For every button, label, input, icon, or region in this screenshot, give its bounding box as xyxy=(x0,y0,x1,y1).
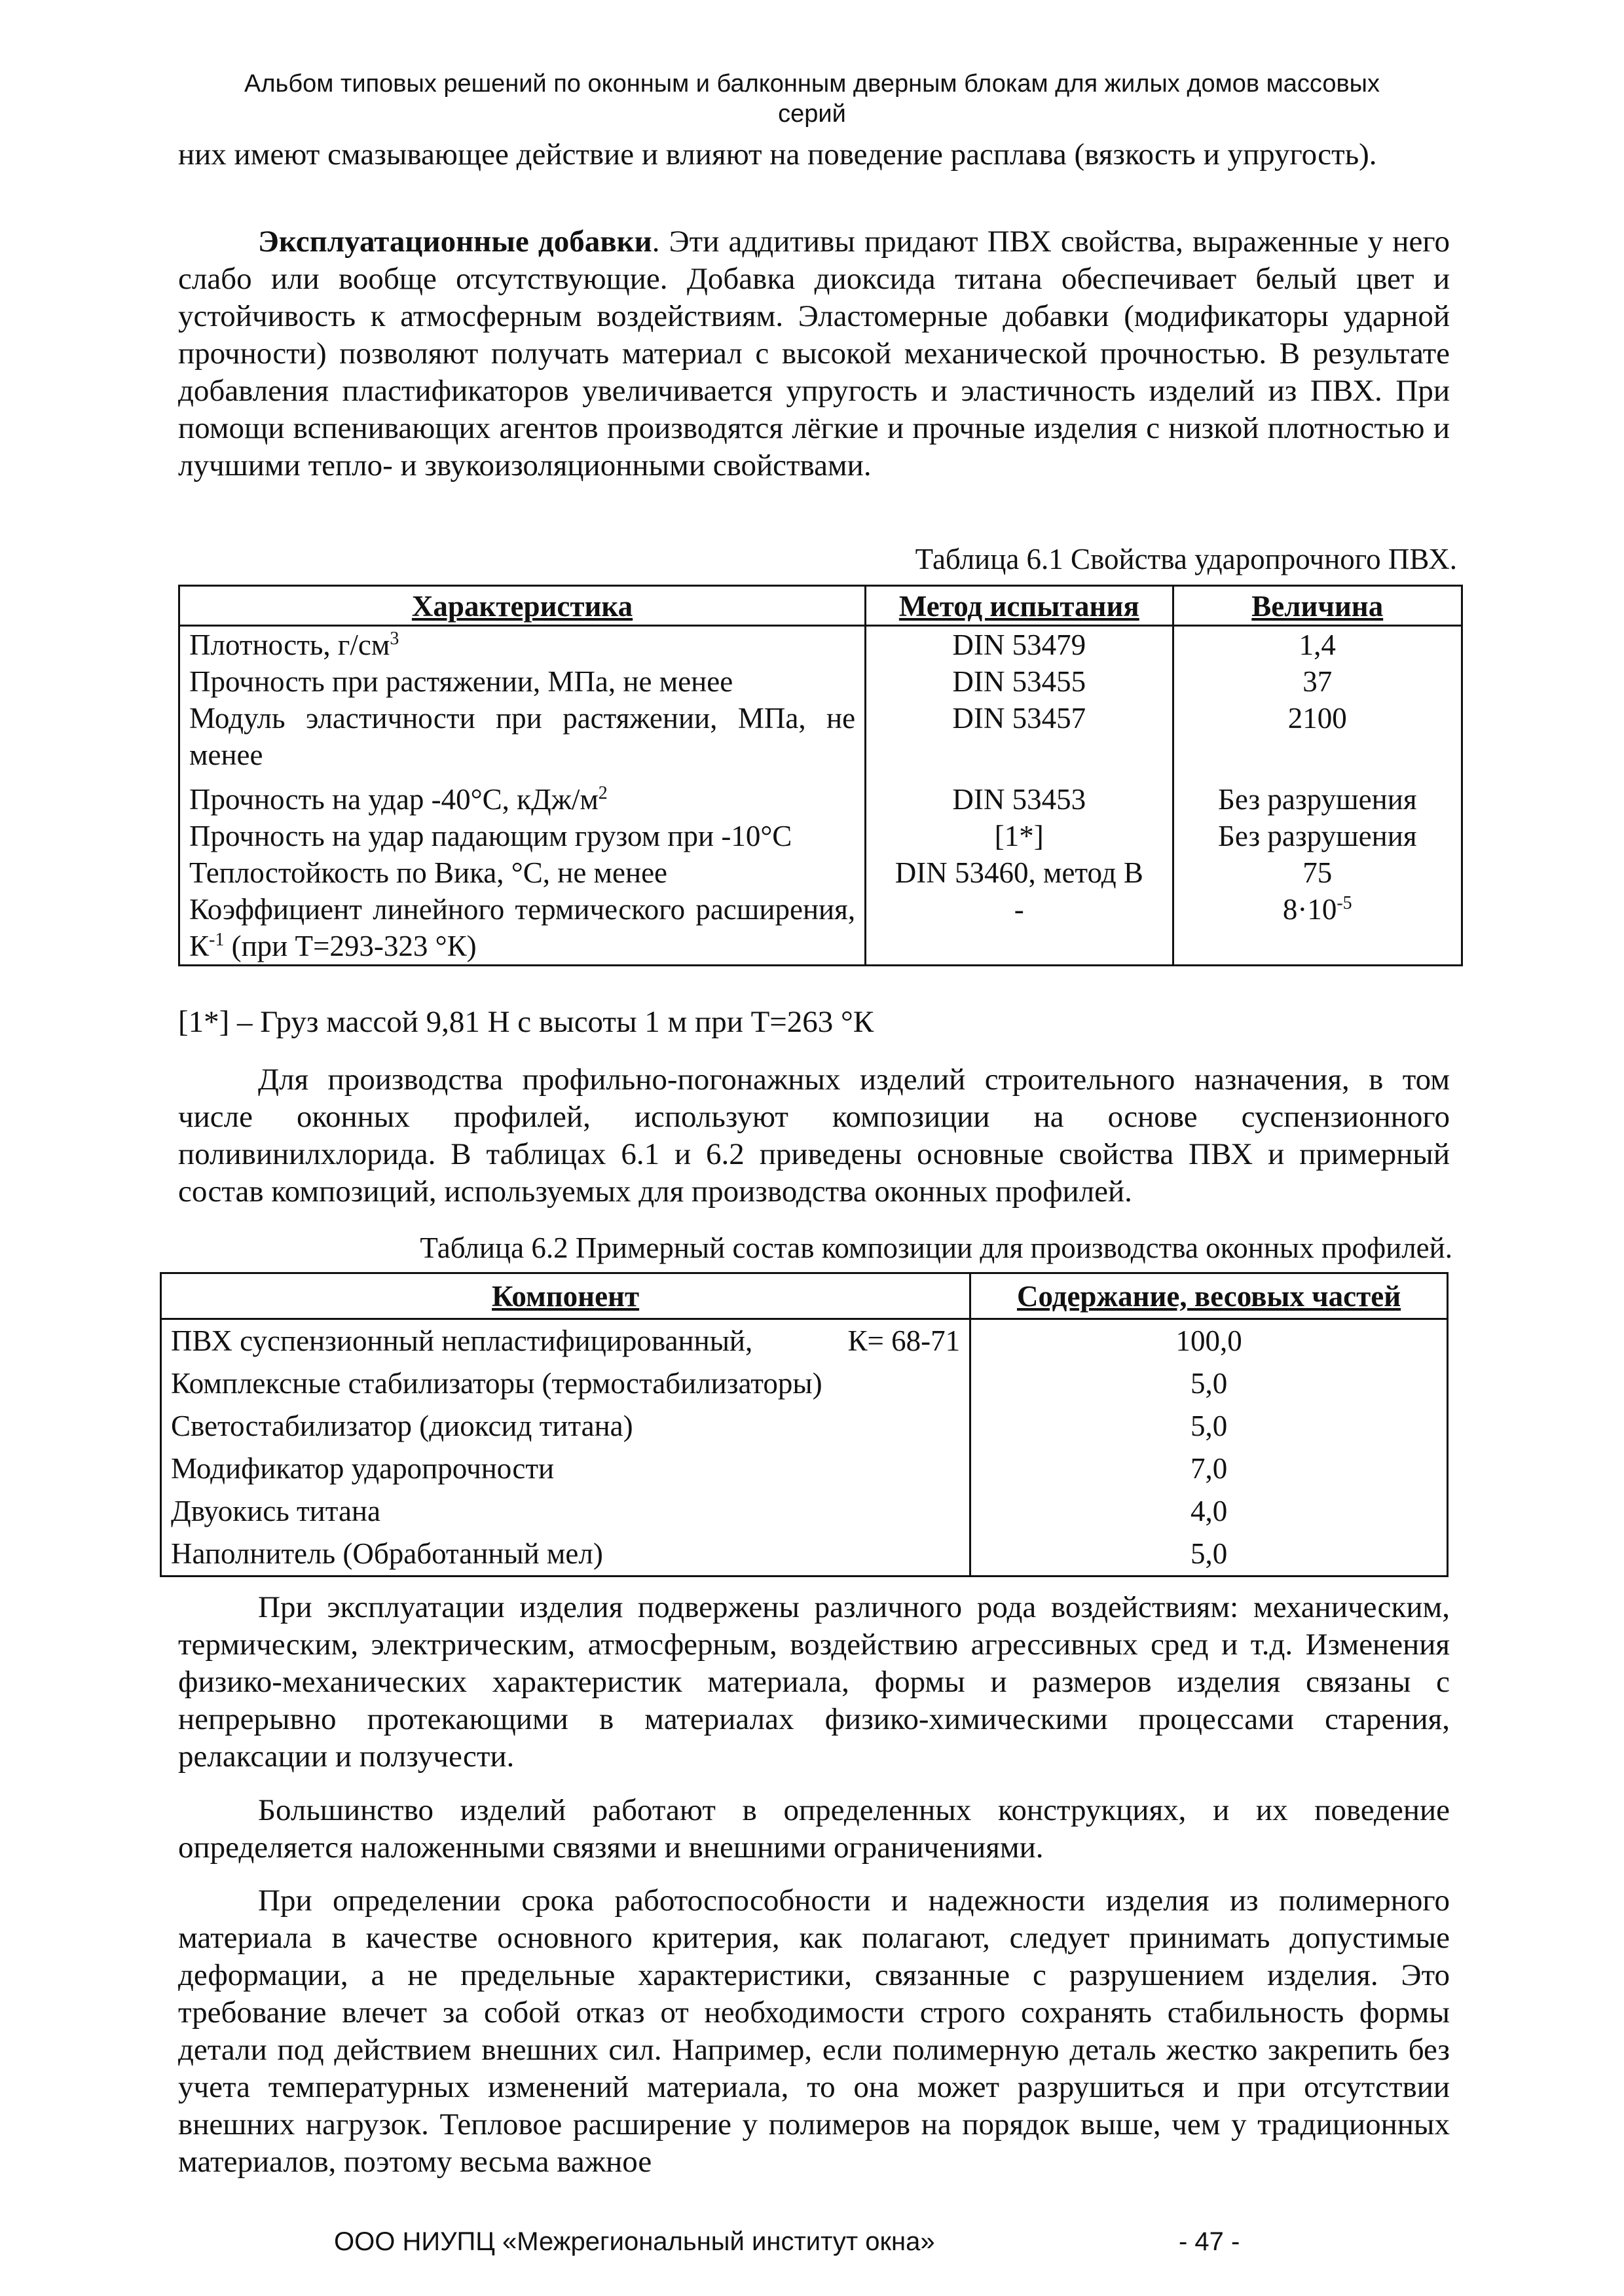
paragraph-constraints: Большинство изделий работают в определенных конструкциях, и их поведение определяется наложенными связями и внешними ограничениями. xyxy=(178,1793,1450,1865)
table-row xyxy=(179,700,1462,781)
page-header xyxy=(157,69,1467,129)
table1-header-value: Величина xyxy=(1173,586,1462,626)
table1-header-row xyxy=(179,586,1462,626)
table-row xyxy=(161,1490,1448,1533)
component-k-value: К= 68-71 xyxy=(847,1324,961,1357)
paragraph-additives xyxy=(178,223,1450,484)
table1-cell-value: 2100 xyxy=(1173,700,1462,781)
header-line-2: серий xyxy=(778,100,846,128)
table-row xyxy=(161,1405,1448,1448)
property-text: Плотность, г/см xyxy=(189,629,390,661)
table1-footnote: [1*] – Груз массой 9,81 Н с высоты 1 м при Т=263 °К xyxy=(178,1005,874,1039)
table1-cell-value: Без разрушения xyxy=(1173,781,1462,818)
header-line-1: Альбом типовых решений по оконным и балконным дверным блокам для жилых домов массовых xyxy=(244,70,1380,98)
table2-cell-content: 5,0 xyxy=(970,1405,1448,1448)
table1-cell-property: Прочность на удар падающим грузом при -10°С xyxy=(179,818,866,854)
table1-cell-property: Теплостойкость по Вика, °С, не менее xyxy=(179,854,866,891)
table2-header-component: Компонент xyxy=(161,1273,970,1319)
table2-cell-content: 5,0 xyxy=(970,1362,1448,1405)
table1-cell-property: Прочность при растяжении, МПа, не менее xyxy=(179,663,866,700)
table2-cell-content: 4,0 xyxy=(970,1490,1448,1533)
table-row xyxy=(179,854,1462,891)
table1-cell-method: DIN 53460, метод В xyxy=(866,854,1173,891)
table2-cell-component: Наполнитель (Обработанный мел) xyxy=(161,1533,970,1576)
value-text: 8·10 xyxy=(1282,893,1337,926)
table1-cell-method: DIN 53453 xyxy=(866,781,1173,818)
table-row xyxy=(161,1448,1448,1490)
table2-cell-component xyxy=(161,1319,970,1363)
paragraph-additives-text: . Эти аддитивы придают ПВХ свойства, выраженные у него слабо или вообще отсутствующие. Добавка диоксида титана обеспечивает белый цвет и устойчивость к атмосферным воздействиям. Эластомерные добавки (модификаторы ударной прочности) позволяют получать материал с высокой механической прочностью. В результате добавления пластификаторов увеличивается упругость и эластичность изделий из ПВХ. При помощи вспенивающих агентов производятся лёгкие и прочные изделия с низкой плотностью и лучшими тепло- и звукоизоляционными свойствами. xyxy=(178,225,1450,483)
table2-caption: Таблица 6.2 Примерный состав композиции для производства оконных профилей. xyxy=(420,1231,1452,1264)
table2-header-row xyxy=(161,1273,1448,1319)
table-row xyxy=(179,818,1462,854)
table1-header-property: Характеристика xyxy=(179,586,866,626)
table2-cell-component: Модификатор ударопрочности xyxy=(161,1448,970,1490)
table-row xyxy=(161,1533,1448,1576)
component-text: ПВХ суспензионный непластифицированный, xyxy=(171,1324,753,1357)
paragraph-operation: При эксплуатации изделия подвержены различного рода воздействиям: механическим, термическим, электрическим, атмосферным, воздействию агрессивных сред и т.д. Изменения физико-механических характеристик материала, формы и размеров изделия связаны с непрерывно протекающими в материалах физико-химическими процессами старения, релаксации и ползучести. xyxy=(178,1590,1450,1774)
footer-organization: ООО НИУПЦ «Межрегиональный институт окна» xyxy=(334,2227,935,2256)
table1-cell-property: Модуль эластичности при растяжении, МПа, не менее xyxy=(179,700,866,781)
table1-caption: Таблица 6.1 Свойства ударопрочного ПВХ. xyxy=(915,543,1457,575)
table2-cell-content: 7,0 xyxy=(970,1448,1448,1490)
table1-cell-property xyxy=(179,891,866,966)
table1-cell-method: - xyxy=(866,891,1173,966)
table2-cell-component: Двуокись титана xyxy=(161,1490,970,1533)
page-number: - 47 - xyxy=(1179,2227,1240,2256)
table1-cell-property xyxy=(179,626,866,664)
table1-cell-method: DIN 53457 xyxy=(866,700,1173,781)
property-text: Прочность на удар -40°С, кДж/м xyxy=(189,783,599,816)
table-composition xyxy=(160,1272,1449,1577)
property-sup: -1 xyxy=(209,930,225,950)
paragraph-service-life: При определении срока работоспособности и надежности изделия из полимерного материала в качестве основного критерия, как полагают, следует принимать допустимые деформации, а не предельные характеристики, связанные с разрушением изделия. Это требование влечет за собой отказ от необходимости строго сохранять стабильность формы детали под действием внешних сил. Например, если полимерную деталь жестко закрепить без учета температурных изменений материала, то она может разрушиться и при отсутствии внешних нагрузок. Тепловое расширение у полимеров на порядок выше, чем у традиционных материалов, поэтому весьма важное xyxy=(178,1884,1450,2179)
property-sup: 2 xyxy=(598,783,608,803)
table-row xyxy=(179,891,1462,966)
table2-header-content: Содержание, весовых частей xyxy=(970,1273,1448,1319)
table1-cell-value: Без разрушения xyxy=(1173,818,1462,854)
table1-cell-method: DIN 53479 xyxy=(866,626,1173,664)
table1-cell-method: DIN 53455 xyxy=(866,663,1173,700)
table-properties xyxy=(178,585,1463,966)
table1-cell-value: 1,4 xyxy=(1173,626,1462,664)
table-row xyxy=(179,663,1462,700)
paragraph-additives-heading: Эксплуатационные добавки xyxy=(258,225,652,259)
table-row xyxy=(179,781,1462,818)
table1-header-method: Метод испытания xyxy=(866,586,1173,626)
property-text-tail: (при Т=293-323 °К) xyxy=(224,930,477,962)
table-row xyxy=(179,626,1462,664)
table1-cell-property xyxy=(179,781,866,818)
table-row xyxy=(161,1319,1448,1363)
table1-cell-value: 37 xyxy=(1173,663,1462,700)
property-sup: 3 xyxy=(390,629,399,649)
property-text: Коэффициент линейного термического расширения, К xyxy=(189,893,856,962)
value-sup: -5 xyxy=(1337,893,1352,913)
table2-cell-content: 5,0 xyxy=(970,1533,1448,1576)
table2-cell-content: 100,0 xyxy=(970,1319,1448,1363)
table2-cell-component: Светостабилизатор (диоксид титана) xyxy=(161,1405,970,1448)
paragraph-continuation: них имеют смазывающее действие и влияют на поведение расплава (вязкость и упругость). xyxy=(178,137,1377,172)
table2-cell-component: Комплексные стабилизаторы (термостабилизаторы) xyxy=(161,1362,970,1405)
table1-cell-method: [1*] xyxy=(866,818,1173,854)
table1-cell-value: 75 xyxy=(1173,854,1462,891)
table1-cell-value xyxy=(1173,891,1462,966)
table-row xyxy=(161,1362,1448,1405)
paragraph-compositions: Для производства профильно-погонажных изделий строительного назначения, в том числе оконных профилей, используют композиции на основе суспензионного поливинилхлорида. В таблицах 6.1 и 6.2 приведены основные свойства ПВХ и примерный состав композиций, используемых для производства оконных профилей. xyxy=(178,1063,1450,1209)
